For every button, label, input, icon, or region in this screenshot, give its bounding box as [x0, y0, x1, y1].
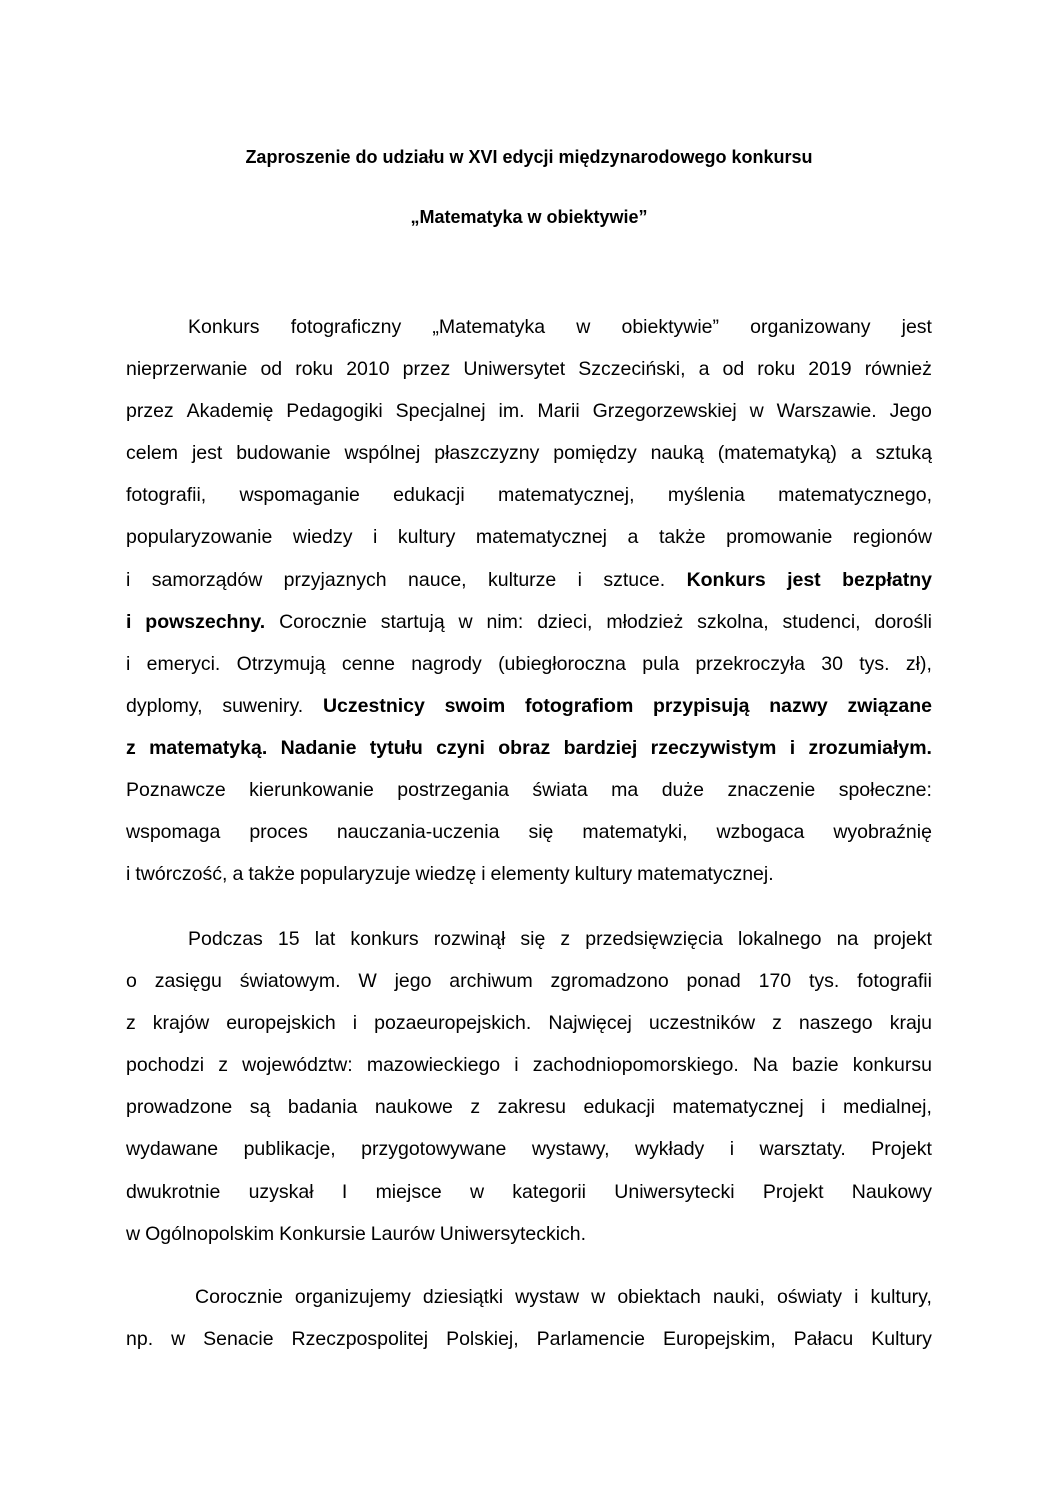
word: z [218, 1054, 228, 1077]
word: Uniwersyteckich. [439, 1222, 587, 1245]
word: dwukrotnie [126, 1180, 221, 1203]
document-title: Zaproszenie do udziału w XVI edycji międzynarodowego konkursu [245, 147, 813, 167]
word: są [249, 1096, 271, 1119]
word: zrozumiałym. [808, 736, 932, 759]
word: dyplomy, [126, 694, 203, 717]
text-line [126, 692, 932, 721]
word: proces [249, 821, 308, 844]
word: o [126, 970, 137, 993]
word: społeczne: [838, 779, 932, 802]
word: nagrody [411, 652, 482, 675]
word: startują [380, 610, 445, 633]
word: znaczenie [727, 779, 816, 802]
text-line [126, 925, 932, 954]
word: wiedzy [292, 526, 353, 549]
word: projekt [873, 928, 932, 950]
word: tys. [808, 970, 840, 993]
word: świata [532, 779, 588, 802]
text-line [126, 1051, 932, 1080]
word: Pedagogiki [286, 400, 383, 423]
text-line [126, 776, 932, 805]
word: jest [901, 316, 932, 338]
word: europejskich [226, 1012, 336, 1035]
word: elementy [490, 863, 570, 886]
word: uczestników [648, 1012, 756, 1035]
word: wspólnej [344, 442, 421, 465]
word: matematycznej [475, 526, 608, 549]
word: Konkurs [188, 316, 260, 338]
word: miejsce [375, 1180, 442, 1203]
word: suweniry. [222, 694, 304, 717]
word: promowanie [726, 526, 833, 549]
word: zasięgu [154, 970, 222, 993]
word: (ubiegłoroczna [498, 652, 626, 675]
word: Corocznie [279, 610, 367, 633]
word: a [232, 863, 244, 886]
paragraph-2 [126, 925, 932, 1262]
word: Corocznie [195, 1286, 283, 1308]
word: Uczestnicy [322, 694, 425, 717]
word: bardziej [563, 736, 638, 759]
word: wystaw [515, 1286, 580, 1308]
word: jest [787, 568, 821, 591]
word: i [126, 568, 131, 591]
word: dorośli [874, 610, 932, 633]
word: tys. [859, 652, 890, 675]
word: i [854, 1286, 859, 1308]
word: czyni [436, 736, 485, 759]
text-line [126, 355, 932, 384]
word: przedsięwzięcia [585, 928, 723, 950]
text-line [126, 967, 932, 996]
word: sztuce. [603, 568, 666, 591]
word: w [591, 1286, 606, 1308]
word: 30 [821, 652, 843, 675]
word: matematycznej [672, 1096, 804, 1119]
word: studenci, [782, 610, 861, 633]
word: 15 [277, 928, 300, 950]
word: I [341, 1180, 348, 1203]
text-line [126, 1009, 932, 1038]
word: krajów [152, 1012, 210, 1035]
word: przekroczyła [695, 652, 805, 675]
word: Na [752, 1054, 778, 1077]
word: Marii [537, 400, 580, 423]
word: roku [757, 358, 796, 381]
word: kierunkowanie [249, 779, 374, 802]
word: przyjaznych [283, 568, 387, 591]
word: pomiędzy [553, 442, 637, 465]
word: w [469, 1180, 485, 1203]
word: kategorii [512, 1180, 587, 1203]
word: i [481, 863, 486, 886]
word: Jego [889, 400, 932, 423]
paragraph-1 [126, 313, 932, 902]
word: nim: [486, 610, 524, 633]
word: zł), [905, 652, 932, 675]
word: i [729, 1138, 735, 1161]
word: Pałacu [793, 1328, 854, 1351]
text-line [126, 397, 932, 426]
word: województw: [242, 1054, 353, 1077]
word: i [126, 863, 131, 886]
word: fotografii [857, 970, 932, 993]
word: Poznawcze [126, 779, 226, 802]
word: kulturze [487, 568, 557, 591]
word: 2019 [808, 358, 852, 381]
word: pula [642, 652, 680, 675]
word: światowym. [239, 970, 341, 993]
word: tytułu [369, 736, 423, 759]
word: mazowieckiego [366, 1054, 501, 1077]
word: i [373, 526, 378, 549]
word: (matematyką) [717, 442, 837, 465]
word: archiwum [449, 970, 533, 993]
document-subtitle: „Matematyka w obiektywie” [410, 207, 648, 227]
text-line [126, 1178, 932, 1207]
word: konkursu [852, 1054, 932, 1077]
word: myślenia [667, 484, 745, 507]
word: także [248, 863, 295, 886]
word: matematyką. [149, 736, 268, 759]
word: wykłady [634, 1138, 705, 1161]
word: kultury [397, 526, 456, 549]
word: Nadanie [280, 736, 357, 759]
word: matematyki, [582, 821, 688, 844]
word: zachodniopomorskiego. [532, 1054, 739, 1077]
word: badania [287, 1096, 358, 1119]
word: jego [394, 970, 432, 993]
word: emeryci. [146, 652, 221, 675]
word: Projekt [762, 1180, 824, 1203]
word: Warszawie. [776, 400, 877, 423]
word: bezpłatny [842, 568, 932, 591]
word: w [749, 400, 764, 423]
word: jest [191, 442, 223, 465]
word: edukacji [583, 1096, 655, 1119]
text-line [126, 481, 932, 510]
word: oświaty [776, 1286, 843, 1308]
text-line [126, 1283, 932, 1312]
word: uzyskał [248, 1180, 314, 1203]
word: wzbogaca [716, 821, 805, 844]
text-line [126, 313, 932, 342]
word: wystawy, [531, 1138, 610, 1161]
word: organizowany [750, 316, 871, 338]
word: Senacie [203, 1328, 274, 1351]
word: postrzegania [397, 779, 509, 802]
word: Naukowy [851, 1180, 932, 1203]
word: dziesiątki [422, 1286, 504, 1308]
word: a [850, 442, 862, 465]
word: publikacje, [243, 1138, 336, 1161]
word: Uniwersytet [463, 358, 566, 381]
word: nieprzerwanie [126, 358, 248, 381]
word: od [722, 358, 745, 381]
word: wyobraźnię [833, 821, 932, 844]
word: celem [126, 442, 179, 465]
word: ponad [686, 970, 741, 993]
word: obraz [498, 736, 551, 759]
text-line [126, 566, 932, 595]
word: Polskiej, [446, 1328, 519, 1351]
word: i [126, 610, 132, 633]
word: się [528, 821, 554, 844]
word: Szczeciński, [578, 358, 686, 381]
word: i [577, 568, 582, 591]
word: Laurów [370, 1222, 435, 1245]
word: duże [661, 779, 704, 802]
word: z [126, 1012, 136, 1035]
word: roku [295, 358, 334, 381]
text-line [126, 523, 932, 552]
word: także [658, 526, 706, 549]
word: a [627, 526, 639, 549]
word: przez [402, 358, 451, 381]
word: Grzegorzewskiej [592, 400, 737, 423]
word: w [576, 316, 591, 338]
word: matematycznego, [778, 484, 932, 507]
word: matematycznej. [637, 863, 774, 886]
word: z [126, 736, 136, 759]
word: nauce, [408, 568, 467, 591]
word: Parlamencie [536, 1328, 646, 1351]
word: W [358, 970, 377, 993]
word: Akademię [186, 400, 274, 423]
text-line [126, 818, 932, 847]
word: w [126, 1222, 141, 1245]
word: szkolna, [697, 610, 769, 633]
word: popularyzowanie [126, 526, 273, 549]
word: zakresu [497, 1096, 566, 1119]
word: Konkursie [279, 1222, 366, 1245]
word: Podczas [188, 928, 263, 950]
word: rozwinął [433, 928, 506, 950]
word: im. [498, 400, 525, 423]
word: nauczania-uczenia [336, 821, 500, 844]
text-line [126, 608, 932, 637]
word: Ogólnopolskim [145, 1222, 275, 1245]
word: medialnej, [843, 1096, 932, 1119]
word: „Matematyka [432, 316, 546, 338]
word: pochodzi [126, 1054, 205, 1077]
word: z [470, 1096, 481, 1119]
word: nauką [650, 442, 704, 465]
word: edukacji [393, 484, 465, 507]
word: sztuką [875, 442, 932, 465]
word: a [698, 358, 710, 381]
word: nauki, [712, 1286, 765, 1308]
word: związane [847, 694, 932, 717]
word: i [352, 1012, 358, 1035]
word: z [772, 1012, 782, 1035]
word: 2010 [346, 358, 390, 381]
word: i [514, 1054, 519, 1077]
word: z [560, 928, 571, 950]
word: nazwy [769, 694, 828, 717]
word: obiektach [617, 1286, 701, 1308]
word: swoim [444, 694, 506, 717]
word: np. [126, 1328, 154, 1351]
word: warsztaty. [759, 1138, 846, 1161]
word: wspomaganie [239, 484, 360, 507]
text-line [126, 650, 932, 679]
word: budowanie [236, 442, 331, 465]
word: przez [126, 400, 174, 423]
word: się [520, 928, 546, 950]
word: organizujemy [294, 1286, 411, 1308]
word: Projekt [871, 1138, 932, 1161]
word: w [458, 610, 473, 633]
word: na [836, 928, 859, 950]
text-line [126, 734, 932, 763]
word: twórczość, [135, 863, 228, 886]
word: przygotowywane [361, 1138, 507, 1161]
text-line [126, 1325, 932, 1354]
word: powszechny. [145, 610, 266, 633]
word: Specjalnej [395, 400, 486, 423]
text-line [126, 1093, 932, 1122]
word: płaszczyzny [434, 442, 540, 465]
word: Europejskim, [662, 1328, 776, 1351]
word: rzeczywistym [650, 736, 777, 759]
word: prowadzone [126, 1096, 233, 1119]
word: Uniwersytecki [614, 1180, 735, 1203]
word: konkurs [350, 928, 419, 950]
word: od [260, 358, 283, 381]
word: Otrzymują [236, 652, 326, 675]
word: przypisują [653, 694, 750, 717]
word: obiektywie” [621, 316, 720, 338]
word: kultury, [870, 1286, 932, 1308]
word: lokalnego [738, 928, 822, 950]
word: młodzież [606, 610, 684, 633]
word: 170 [758, 970, 792, 993]
word: samorządów [151, 568, 263, 591]
text-line [126, 439, 932, 468]
word: regionów [852, 526, 932, 549]
word: Rzeczpospolitej [291, 1328, 429, 1351]
word: ma [611, 779, 639, 802]
word: i [126, 652, 131, 675]
word: wydawane [126, 1138, 219, 1161]
word: Najwięcej [548, 1012, 632, 1035]
word: pozaeuropejskich. [374, 1012, 532, 1035]
word: naszego [798, 1012, 873, 1035]
word: fotograficzny [290, 316, 402, 338]
word: wspomaga [126, 821, 221, 844]
word: dzieci, [537, 610, 593, 633]
word: i [789, 736, 796, 759]
word: i [821, 1096, 826, 1119]
word: w [171, 1328, 186, 1351]
word: kultury [574, 863, 633, 886]
word: zgromadzono [550, 970, 669, 993]
word: bazie [792, 1054, 839, 1077]
word: fotografiom [524, 694, 634, 717]
word: cenne [341, 652, 395, 675]
text-line [126, 860, 932, 889]
word: lat [314, 928, 336, 950]
word: fotografii, [126, 484, 207, 507]
paragraph-3 [126, 1283, 932, 1367]
word: wiedzę [415, 863, 477, 886]
text-line [126, 1220, 932, 1249]
word: kraju [889, 1012, 932, 1035]
word: popularyzuje [299, 863, 411, 886]
word: naukowe [374, 1096, 453, 1119]
word: Konkurs [686, 568, 766, 591]
word: Kultury [871, 1328, 932, 1351]
word: matematycznej, [497, 484, 635, 507]
text-line [126, 1135, 932, 1164]
word: również [864, 358, 932, 381]
